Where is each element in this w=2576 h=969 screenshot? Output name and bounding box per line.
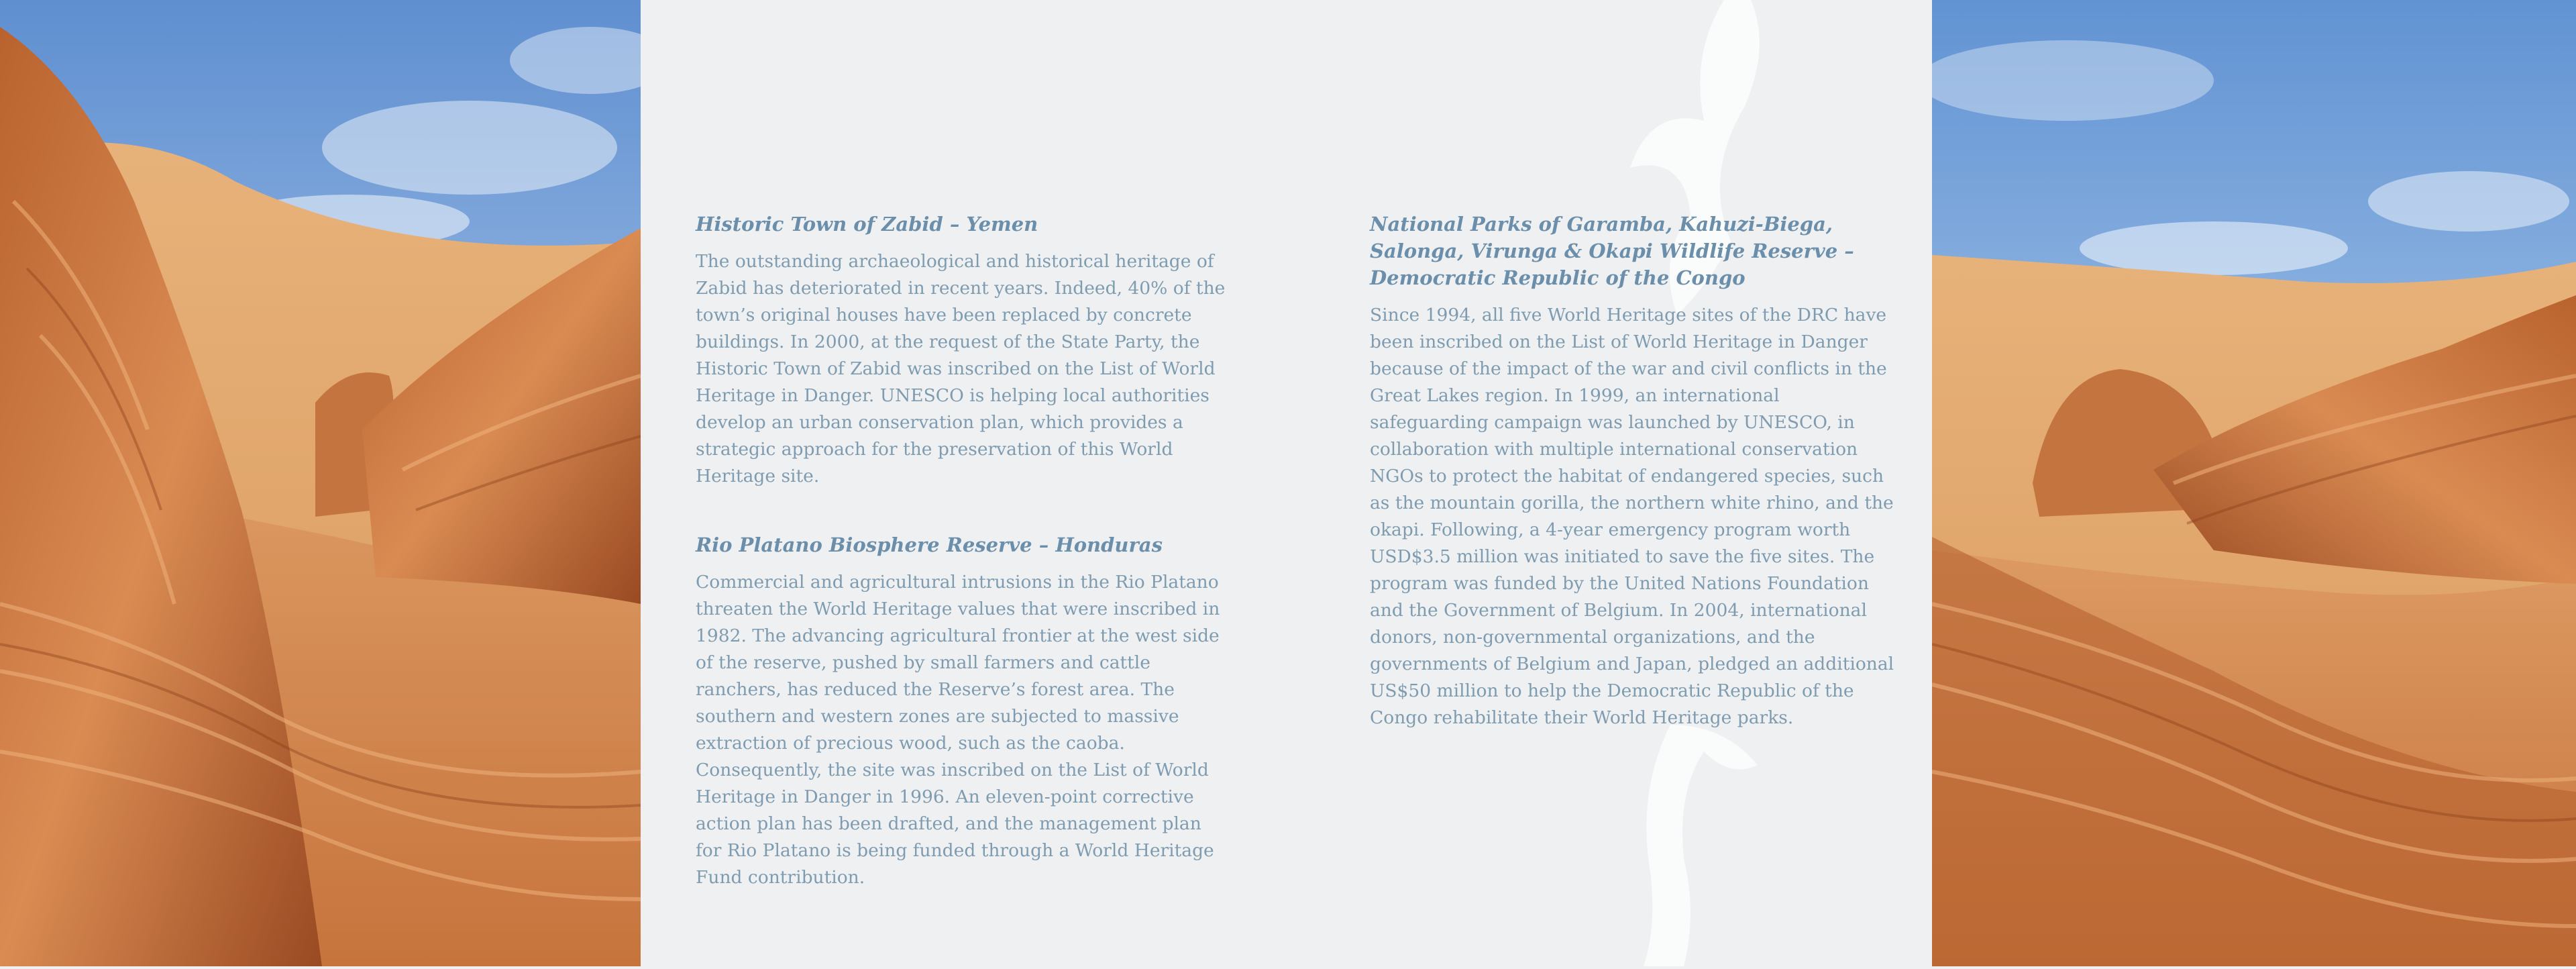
article-drc-parks (1370, 211, 1900, 731)
article-body: Commercial and agricultural intrusions in the Rio Platano threaten the World Heritage values that were inscribed in 1982. The advancing agricultural frontier at the west side of the reserve, pushed by small farmers and cattle ranchers, has reduced the Reserve’s forest area. The southern and western zones are subjected to massive extraction of precious wood, such as the caoba. Consequently, the site was inscribed on the List of World Heritage in Danger in 1996. An eleven-point corrective action plan has been drafted, and the management plan for Rio Platano is being funded through a World Heritage Fund contribution. (696, 572, 1220, 888)
article-body: Since 1994, all five World Heritage sites of the DRC have been inscribed on the List of World Heritage in Danger because of the impact of the war and civil conflicts in the Great Lakes region. In 1999, an international safeguarding campaign was launched by UNESCO, in collaboration with multiple international conservation NGOs to protect the habitat of endangered species, such as the mountain gorilla, the northern white rhino, and the okapi. Following, a 4-year emergency program worth USD$3.5 million was initiated to save the five sites. The program was funded by the United Nations Foundation and the Government of Belgium. In 2004, international donors, non-governmental organizations, and the governments of Belgium and Japan, pledged an additional US$50 million to help the Democratic Republic of the Congo rehabilitate their World Heritage parks. (1370, 305, 1894, 728)
canyon-photo-left (0, 0, 641, 966)
article-title: Historic Town of Zabid – Yemen (696, 213, 1038, 236)
canyon-photo-right (1932, 0, 2576, 966)
article-rio-platano (696, 531, 1226, 891)
article-title: Rio Platano Biosphere Reserve – Honduras (696, 533, 1163, 556)
article-body: The outstanding archaeological and historical heritage of Zabid has deteriorated in recent years. Indeed, 40% of the town’s original houses have been replaced by concrete buildings. In 2000, at the request of the State Party, the Historic Town of Zabid was inscribed on the List of World Heritage in Danger. UNESCO is helping local authorities develop an urban conservation plan, which provides a strategic approach for the preservation of this World Heritage site. (696, 251, 1226, 487)
article-title: National Parks of Garamba, Kahuzi-Biega, Salonga, Virunga & Okapi Wildlife Reserve – Democratic Republic of the Congo (1370, 213, 1854, 289)
article-zabid (696, 211, 1226, 490)
